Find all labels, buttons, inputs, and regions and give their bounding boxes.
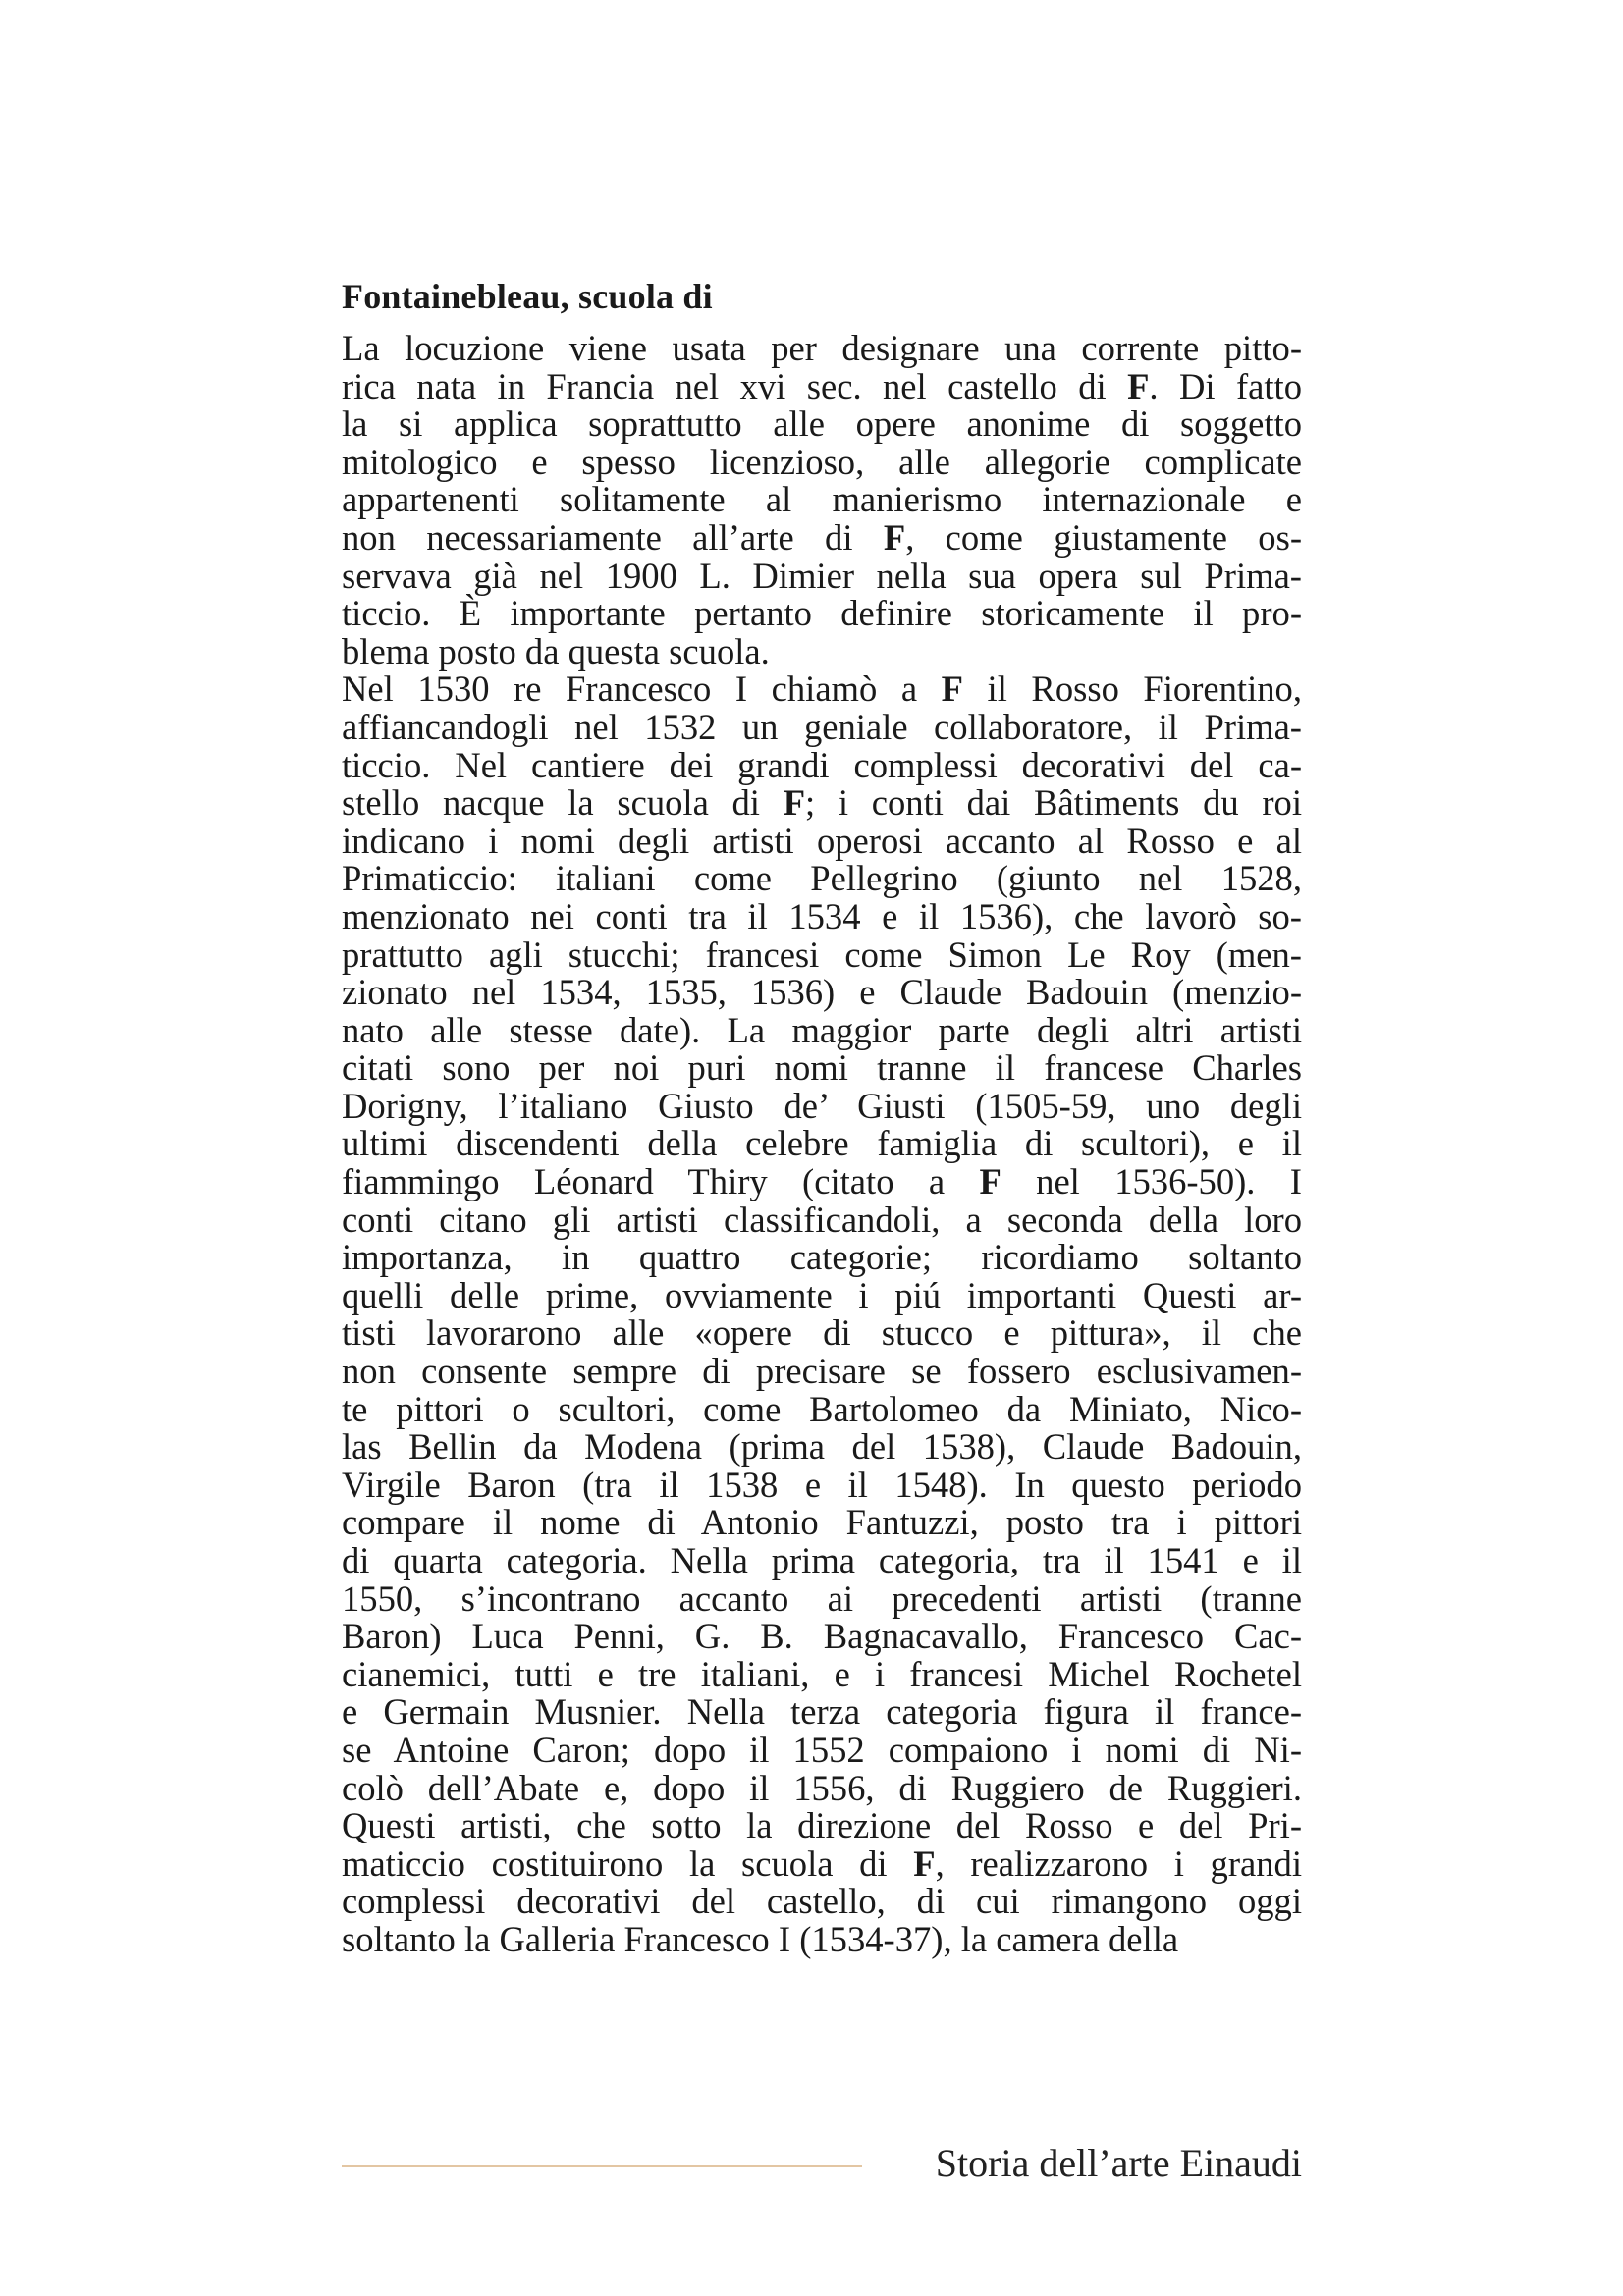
text-line (342, 1428, 1302, 1467)
text-run: ultimi discendenti della celebre famiglia di scultori), e il (342, 1123, 1302, 1164)
text-run: ; i conti dai Bâtiments du roi (805, 782, 1302, 824)
text-run: soltanto la Galleria Francesco I (1534-37), la camera della (342, 1918, 1179, 1959)
text-run: complessi decorativi del castello, di cui rimangono oggi (342, 1881, 1302, 1922)
entry-paragraph (342, 330, 1302, 670)
text-line (342, 895, 1302, 936)
text-run: la si applica soprattutto alle opere anonime di soggetto (342, 403, 1302, 445)
text-run: Questi artisti, che sotto la direzione del Rosso e del Pri- (342, 1805, 1302, 1846)
text-run: Dorigny, l’italiano Giusto de’ Giusti (1505-59, uno degli (342, 1085, 1302, 1126)
entry-paragraph (342, 670, 1302, 1958)
text-run: nel 1536-50). I (1001, 1161, 1302, 1202)
text-line (342, 936, 1302, 975)
text-run: servava già nel 1900 L. Dimier nella sua opera sul Prima- (342, 555, 1302, 596)
text-line (342, 1239, 1302, 1277)
text-run: , realizzarono i grandi (935, 1842, 1302, 1884)
entry-title: Fontainebleau, scuola di (342, 277, 713, 316)
text-run: las Bellin da Modena (prima del 1538), Claude Badouin, (342, 1426, 1302, 1468)
text-run: citati sono per noi puri nomi tranne il francese Charles (342, 1047, 1302, 1089)
text-run: il Rosso Fiorentino, (962, 668, 1302, 710)
text-run: appartenenti solitamente al manierismo internazionale e (342, 479, 1302, 520)
text-run: di quarta categoria. Nella prima categoria, tra il 1541 e il (342, 1540, 1302, 1580)
text-line (342, 516, 1302, 558)
text-run: indicano i nomi degli artisti operosi accanto al Rosso e al (342, 820, 1302, 861)
text-line (342, 1085, 1302, 1126)
text-run: ticcio. È importante pertanto definire storicamente il pro- (342, 593, 1302, 634)
text-line (342, 1464, 1302, 1505)
text-line (342, 595, 1302, 633)
encyclopedia-entry (342, 277, 1302, 1959)
text-line (342, 1729, 1302, 1770)
text-run: non consente sempre di precisare se fossero esclusivamen- (342, 1351, 1302, 1392)
text-line (342, 860, 1302, 898)
entry-body (342, 330, 1302, 1959)
text-run: Primaticcio: italiani come Pellegrino (giunto nel 1528, (342, 858, 1302, 899)
text-line (342, 630, 1302, 671)
text-run: La locuzione viene usata per designare una corrente pitto- (342, 328, 1302, 368)
text-run: affiancandogli nel 1532 un geniale collaboratore, il Prima- (342, 706, 1302, 747)
text-line (342, 1767, 1302, 1808)
text-line (342, 820, 1302, 861)
abbreviation-bold: F (979, 1161, 1001, 1202)
text-line (342, 1049, 1302, 1088)
text-run: conti citano gli artisti classificandoli, a seconda della loro (342, 1199, 1302, 1240)
text-run: colò dell’Abate e, dopo il 1556, di Ruggiero de Ruggieri. (342, 1767, 1302, 1808)
text-line (342, 405, 1302, 444)
footer-rule (342, 2165, 862, 2167)
text-run: e Germain Musnier. Nella terza categoria figura il france- (342, 1691, 1302, 1733)
text-run: zionato nel 1534, 1535, 1536) e Claude Badouin (menzio- (342, 972, 1302, 1013)
abbreviation-bold: F (883, 516, 906, 558)
text-run: tisti lavorarono alle «opere di stucco e pittura», il che (342, 1312, 1302, 1354)
text-line (342, 1353, 1302, 1391)
text-run: 1550, s’incontrano accanto ai precedenti artisti (tranne (342, 1577, 1302, 1619)
text-line (342, 1201, 1302, 1240)
text-run: Nel 1530 re Francesco I chiamò a (342, 668, 942, 710)
abbreviation-bold: F (783, 782, 806, 824)
text-run: menzionato nei conti tra il 1534 e il 1536), che lavorò so- (342, 895, 1302, 936)
text-line (342, 1314, 1302, 1353)
text-run: maticcio costituirono la scuola di (342, 1842, 914, 1884)
text-run: , come giustamente os- (905, 516, 1302, 558)
text-line (342, 365, 1302, 406)
text-line (342, 1388, 1302, 1429)
text-line (342, 974, 1302, 1012)
text-line (342, 1807, 1302, 1845)
text-line (342, 1009, 1302, 1050)
text-line (342, 1125, 1302, 1163)
text-run: nato alle stesse date). La maggior parte degli altri artisti (342, 1009, 1302, 1050)
text-line (342, 1577, 1302, 1619)
text-line (342, 670, 1302, 709)
text-run: blema posto da questa scuola. (342, 630, 770, 671)
abbreviation-bold: F (913, 1842, 936, 1884)
text-line (342, 481, 1302, 519)
text-run: non necessariamente all’arte di (342, 516, 884, 558)
text-line (342, 1918, 1302, 1959)
text-run: importanza, in quattro categorie; ricordiamo soltanto (342, 1237, 1302, 1278)
text-line (342, 1163, 1302, 1201)
text-line (342, 330, 1302, 368)
text-run: se Antoine Caron; dopo il 1552 compaiono i nomi di Ni- (342, 1729, 1302, 1770)
text-line (342, 1504, 1302, 1542)
text-run: stello nacque la scuola di (342, 782, 784, 824)
text-line (342, 1842, 1302, 1884)
text-line (342, 1618, 1302, 1656)
text-line (342, 1693, 1302, 1732)
text-line (342, 1274, 1302, 1315)
text-run: compare il nome di Antonio Fantuzzi, posto tra i pittori (342, 1502, 1302, 1543)
abbreviation-bold: F (1127, 365, 1150, 406)
text-line (342, 555, 1302, 596)
footer-publisher: Storia dell’arte Einaudi (935, 2141, 1302, 2185)
text-line (342, 1653, 1302, 1694)
text-run: fiammingo Léonard Thiry (citato a (342, 1161, 980, 1202)
text-run: cianemici, tutti e tre italiani, e i francesi Michel Rochetel (342, 1653, 1302, 1694)
text-line (342, 1883, 1302, 1921)
text-line (342, 744, 1302, 785)
text-run: Virgile Baron (tra il 1538 e il 1548). In questo periodo (342, 1464, 1302, 1505)
text-line (342, 784, 1302, 823)
text-line (342, 441, 1302, 482)
text-run: mitologico e spesso licenzioso, alle allegorie complicate (342, 441, 1302, 482)
text-line (342, 706, 1302, 747)
text-run: . Di fatto (1149, 365, 1302, 406)
text-run: te pittori o scultori, come Bartolomeo da Miniato, Nico- (342, 1388, 1302, 1429)
abbreviation-bold: F (941, 668, 963, 710)
text-run: prattutto agli stucchi; francesi come Simon Le Roy (men- (342, 934, 1302, 975)
text-run: ticcio. Nel cantiere dei grandi complessi decorativi del ca- (342, 744, 1302, 785)
text-run: rica nata in Francia nel xvi sec. nel castello di (342, 365, 1128, 406)
text-run: Baron) Luca Penni, G. B. Bagnacavallo, Francesco Cac- (342, 1616, 1302, 1657)
text-run: quelli delle prime, ovviamente i piú importanti Questi ar- (342, 1274, 1302, 1315)
text-line (342, 1542, 1302, 1580)
page-footer (342, 2142, 1302, 2185)
